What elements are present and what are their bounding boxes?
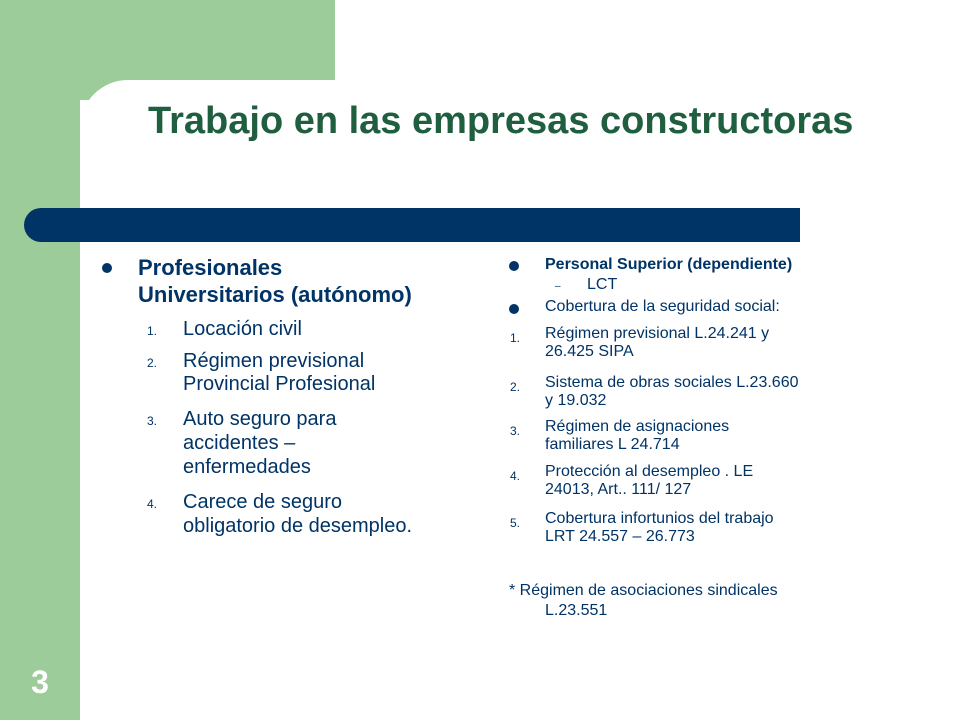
right-item-3-line1: Régimen de asignaciones — [545, 418, 730, 435]
right-item-5-line2: LRT 24.557 – 26.773 — [545, 528, 695, 545]
left-item-4-line1: Carece de seguro — [183, 491, 342, 513]
list-number: 1. — [510, 331, 521, 345]
title-divider-bar — [24, 208, 800, 242]
left-item-3-line1: Auto seguro para — [183, 408, 337, 430]
left-item-3-line3: enfermedades — [183, 456, 311, 478]
right-item-2-line2: y 19.032 — [545, 392, 607, 409]
right-subitem-lct: LCT — [587, 276, 618, 293]
dash-marker: – — [555, 281, 561, 292]
left-item-2-line1: Régimen previsional — [183, 350, 365, 372]
left-heading-line2: Universitarios (autónomo) — [138, 282, 412, 307]
left-item-1: Locación civil — [183, 318, 302, 340]
slide-title: Trabajo en las empresas constructoras — [148, 100, 854, 142]
right-item-2-line1: Sistema de obras sociales L.23.660 — [545, 374, 799, 391]
slide-number: 3 — [31, 664, 49, 700]
left-item-3-line2: accidentes – — [183, 432, 296, 454]
right-heading: Personal Superior (dependiente) — [545, 256, 793, 273]
right-item-5-line1: Cobertura infortunios del trabajo — [545, 510, 774, 527]
background-green-sidebar — [0, 0, 80, 720]
list-number: 4. — [510, 469, 521, 483]
right-item-4-line2: 24013, Art.. 111/ 127 — [545, 481, 692, 498]
list-number: 4. — [147, 497, 158, 511]
left-item-2-line2: Provincial Profesional — [183, 373, 376, 395]
right-note-line1: * Régimen de asociaciones sindicales — [509, 582, 778, 599]
right-item-1-line2: 26.425 SIPA — [545, 343, 634, 360]
right-item-4-line1: Protección al desempleo . LE — [545, 463, 754, 480]
right-note-line2: L.23.551 — [545, 602, 608, 619]
list-number: 3. — [510, 424, 521, 438]
list-number: 1. — [147, 324, 158, 338]
left-item-4-line2: obligatorio de desempleo. — [183, 515, 413, 537]
bullet-icon — [509, 261, 519, 271]
list-number: 5. — [510, 516, 521, 530]
left-heading-line1: Profesionales — [138, 255, 283, 280]
list-number: 2. — [510, 380, 521, 394]
right-item-1-line1: Régimen previsional L.24.241 y — [545, 325, 770, 342]
list-number: 3. — [147, 414, 158, 428]
right-item-3-line2: familiares L 24.714 — [545, 436, 680, 453]
right-bullet-coverage: Cobertura de la seguridad social: — [545, 298, 780, 315]
list-number: 2. — [147, 356, 158, 370]
bullet-icon — [102, 263, 112, 273]
content-panel — [80, 80, 960, 720]
bullet-icon — [509, 304, 519, 314]
